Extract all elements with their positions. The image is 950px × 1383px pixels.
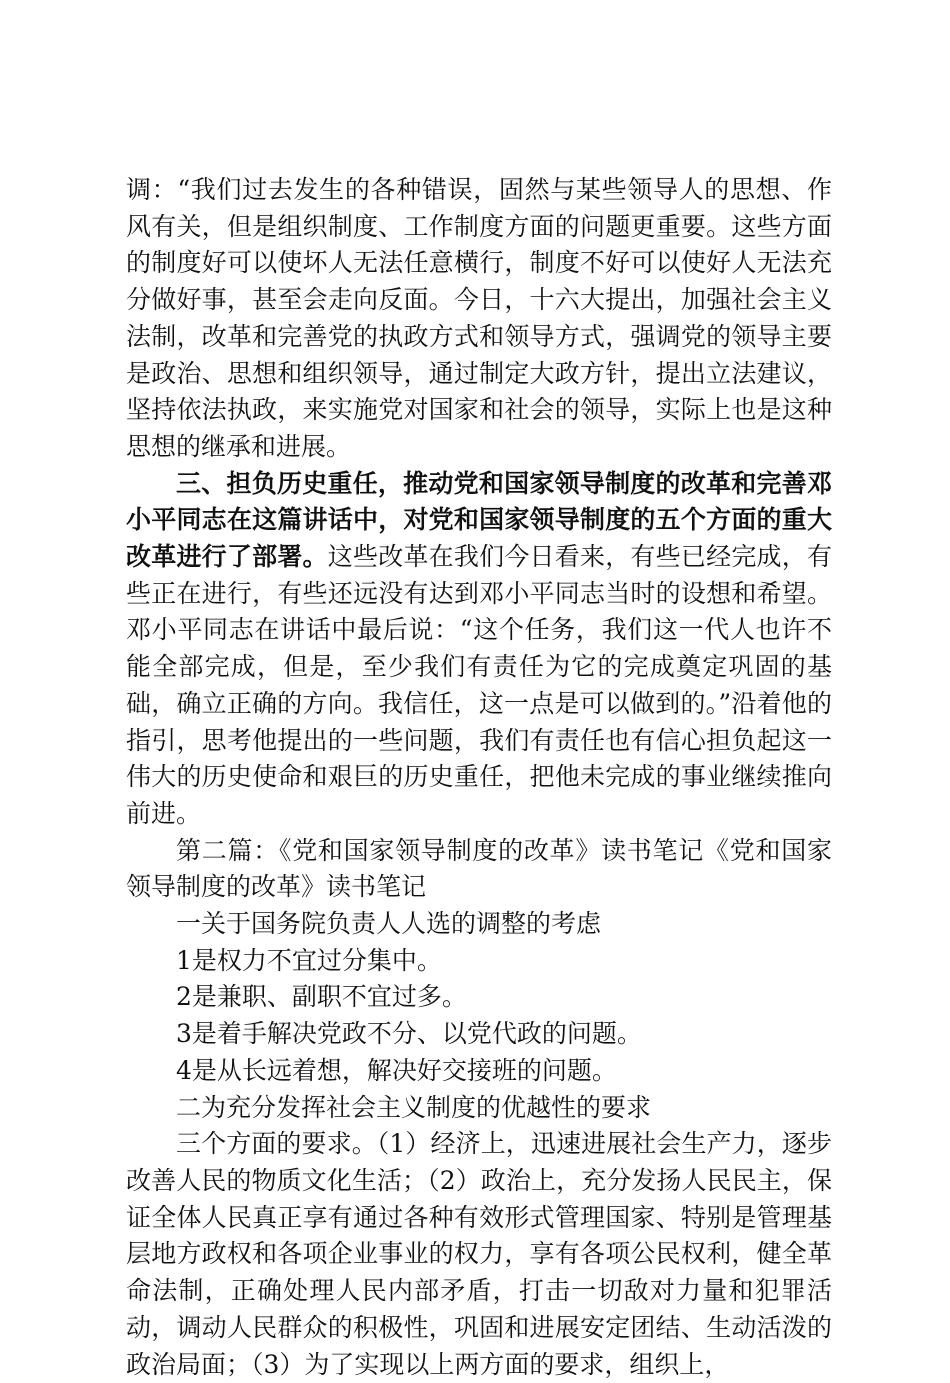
- paragraph-section-three: [126, 466, 832, 833]
- section-heading: 三、担负历史重任，推动党和国家领导制度的改革和完善邓小平同志在这篇讲话中，对党和国家领导制度的五个方面的重大改革进行了部署。: [126, 468, 832, 572]
- list-item: 3是着手解决党政不分、以党代政的问题。: [176, 1019, 642, 1049]
- paragraph-three-requirements: 三个方面的要求。（1）经济上，迅速进展社会生产力，逐步改善人民的物质文化生活；（2）政治上，充分发扬人民民主，保证全体人民真正享有通过各种有效形式管理国家、特别是管理基层地方政权和各项企业事业的权力，享有各项公民权利，健全革命法制，正确处理人民内部矛盾，打击一切敌对力量和犯罪活动，调动人民群众的积极性，巩固和进展安定团结、生动活泼的政治局面；（3）为了实现以上两方面的要求，组织上，: [126, 1129, 832, 1379]
- list-item: 4是从长远着想，解决好交接班的问题。: [176, 1055, 617, 1085]
- paragraph-second-article-title: 第二篇：《党和国家领导制度的改革》读书笔记《党和国家领导制度的改革》读书笔记: [126, 835, 832, 902]
- list-item: 1是权力不宜过分集中。: [176, 945, 442, 975]
- section-body: 这些改革在我们今日看来，有些已经完成，有些正在进行，有些还远没有达到邓小平同志当时的设想和希望。邓小平同志在讲话中最后说：“这个任务，我们这一代人也许不能全部完成，但是，至少我们有责任为它的完成奠定巩固的基础，确立正确的方向。我信任，这一点是可以做到的。”沿着他的指引，思考他提出的一些问题，我们有责任也有信心担负起这一伟大的历史使命和艰巨的历史重任，把他未完成的事业继续推向前进。: [126, 542, 832, 828]
- document-body: [126, 172, 832, 1383]
- paragraph-item-heading-one: 一关于国务院负责人人选的调整的考虑: [176, 909, 602, 939]
- paragraph-item-heading-two: 二为充分发挥社会主义制度的优越性的要求: [176, 1092, 652, 1122]
- paragraph-quote-continuation: 调：“我们过去发生的各种错误，固然与某些领导人的思想、作风有关，但是组织制度、工作制度方面的问题更重要。这些方面的制度好可以使坏人无法任意横行，制度不好可以使好人无法充分做好事，甚至会走向反面。今日，十六大提出，加强社会主义法制，改革和完善党的执政方式和领导方式，强调党的领导主要是政治、思想和组织领导，通过制定大政方针，提出立法建议，坚持依法执政，来实施党对国家和社会的领导，实际上也是这种思想的继承和进展。: [126, 175, 832, 461]
- list-item: 2是兼职、副职不宜过多。: [176, 982, 467, 1012]
